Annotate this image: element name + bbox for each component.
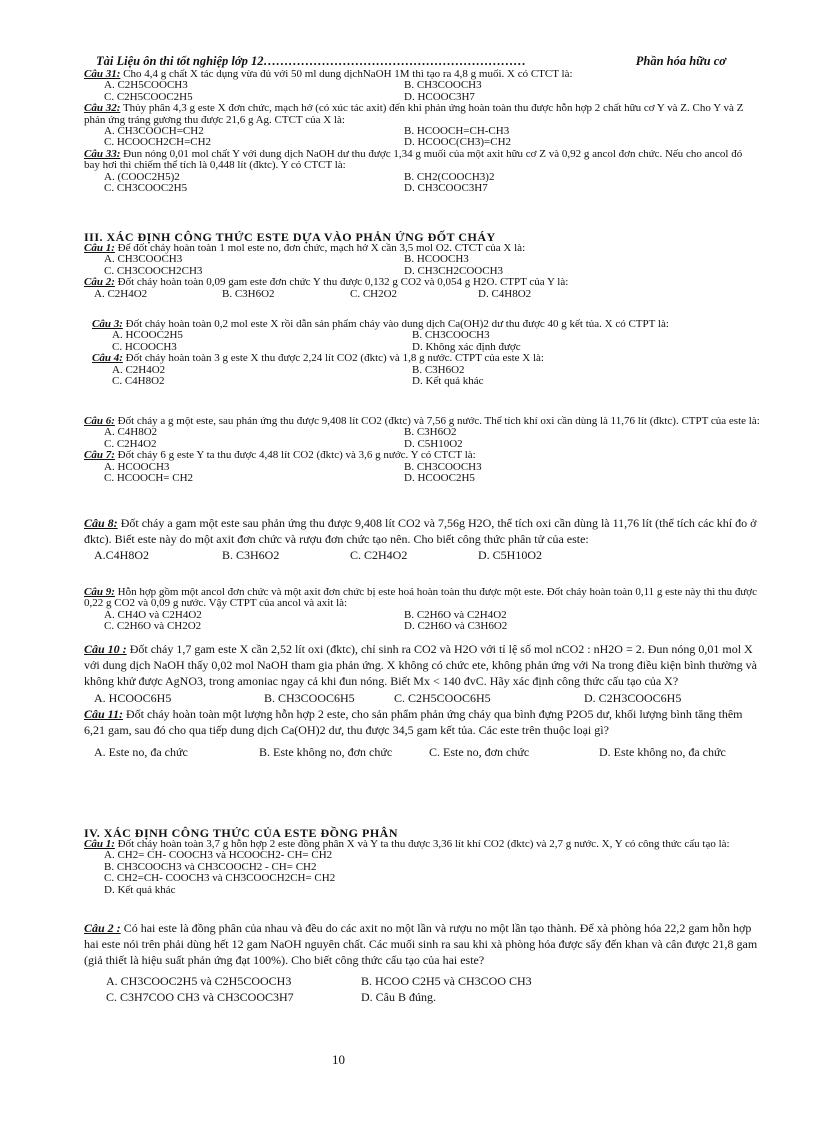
option: B. C3H6O2 bbox=[222, 548, 280, 563]
s3-question-6: Câu 6: Đốt cháy a g một este, sau phản ứng thu được 9,408 lít CO2 (đktc) và 7,56 g nước. Thể tích khí oxi cần dùng là 11,76 lít (đktc). CTPT của este là: bbox=[84, 415, 760, 427]
s3-question-8-options bbox=[94, 547, 760, 563]
option: C. CH2=CH- COOCH3 và CH3COOCH2CH= CH2 bbox=[104, 872, 336, 885]
option: A. (COOC2H5)2 bbox=[104, 170, 180, 183]
s3-question-9: Câu 9: Hỗn hợp gồm một ancol đơn chức và một axit đơn chức bị este hoá hoàn toàn thu được một este. Đốt cháy hoàn toàn 0,11 g este này thì thu được 0,22 g CO2 và 0,09 g nước. Vậy CTPT của ancol và axit là: bbox=[84, 586, 757, 610]
s3-question-8: Câu 8: Đốt cháy a gam một este sau phản ứng thu được 9,408 lít CO2 và 7,56g H2O, thể tích oxi cần dùng là 11,76 lít (thể tích các khí đo ở đktc). Biết este này do một axit đơn chức và rượu đơn chức tạo nên. Cho biết công thức phân tử của este: bbox=[84, 516, 757, 547]
option: C. HCOOCH3 bbox=[112, 340, 177, 353]
option: D. Câu B đúng. bbox=[361, 989, 436, 1004]
option: C. C2H4O2 bbox=[350, 548, 408, 563]
option: B. C3H6O2 bbox=[412, 363, 465, 376]
s3-question-7: Câu 7: Đốt cháy 6 g este Y ta thu được 4,48 lít CO2 (đktc) và 3,6 g nước. Y có CTCT là: bbox=[84, 449, 476, 462]
option: C. C2H6O và CH2O2 bbox=[104, 620, 202, 633]
s3-question-1: Câu 1: Để đốt cháy hoàn toàn 1 mol este no, đơn chức, mạch hở X cần 3,5 mol O2. CTCT của X là: bbox=[84, 242, 526, 254]
option: A. Este no, đa chức bbox=[94, 745, 188, 760]
option: B. CH3COOCH3 bbox=[404, 79, 482, 92]
option: A. HCOOC6H5 bbox=[94, 690, 172, 705]
option: B. HCOO C2H5 và CH3COO CH3 bbox=[361, 973, 532, 988]
s3-question-6-options bbox=[104, 427, 760, 450]
option: D. Kết quả khác bbox=[104, 883, 176, 896]
option: D. C4H8O2 bbox=[478, 287, 532, 300]
option: A. C2H4O2 bbox=[112, 363, 166, 376]
page-header bbox=[96, 54, 726, 69]
question-31-options bbox=[104, 80, 760, 103]
option: A. C2H5COOCH3 bbox=[104, 79, 188, 92]
question-33-options bbox=[104, 172, 760, 195]
option: B. CH3COOCH3 bbox=[412, 329, 490, 342]
option: B. CH3COOC6H5 bbox=[264, 690, 355, 705]
option: D. HCOOC(CH3)=CH2 bbox=[404, 136, 512, 149]
option: C. CH2O2 bbox=[350, 287, 398, 300]
s3-question-7-options bbox=[104, 462, 760, 485]
s4-question-1: Câu 1: Đốt cháy hoàn toàn 3,7 g hỗn hợp 2 este đồng phân X và Y ta thu được 3,36 lít khí CO2 (đktc) và 2,7 g nước. X, Y có công thức cấu tạo là: bbox=[84, 838, 730, 850]
s3-question-11-options bbox=[94, 744, 760, 760]
option: A. HCOOCH3 bbox=[104, 460, 170, 473]
option: B. Este không no, đơn chức bbox=[259, 745, 393, 760]
option: C. C2H5COOC2H5 bbox=[104, 90, 193, 103]
section-4-title: IV. XÁC ĐỊNH CÔNG THỨC CỦA ESTE ĐỒNG PHÂN bbox=[84, 826, 398, 840]
section-3-block-a bbox=[84, 231, 760, 300]
option: D. C5H10O2 bbox=[404, 437, 463, 450]
s3-question-2: Câu 2: Đốt cháy hoàn toàn 0,09 gam este đơn chức Y thu được 0,132 g CO2 và 0,054 g H2O. CTPT của Y là: bbox=[84, 276, 569, 289]
question-32: Câu 32: Thủy phân 4,3 g este X đơn chức, mạch hở (có xúc tác axit) đến khi phản ứng hoàn toàn thu được hỗn hợp 2 chất hữu cơ Y và Z. Cho Y và Z phản ứng tráng gương thu được 21,6 g Ag. CTCT của X là: bbox=[84, 102, 744, 126]
s3-question-1-options bbox=[104, 254, 760, 277]
s3-question-4: Câu 4: Đốt cháy hoàn toàn 3 g este X thu được 2,24 lít CO2 (đktc) và 1,8 g nước. CTPT của este X là: bbox=[92, 352, 544, 365]
header-left: Tài Liệu ôn thi tốt nghiệp lớp 12……………………………………………………… bbox=[96, 54, 526, 68]
option: A. CH3COOCH=CH2 bbox=[104, 125, 204, 138]
option: B. C3H6O2 bbox=[222, 287, 275, 300]
s3-question-10: Câu 10 : Đốt cháy 1,7 gam este X cần 2,52 lít oxi (đktc), chỉ sinh ra CO2 và H2O với tỉ lệ số mol nCO2 : nH2O = 2. Đun nóng 0,01 mol X với dung dịch NaOH thấy 0,02 mol NaOH tham gia phản ứng. X không có chức ete, không phản ứng với Na trong điều kiện bình thường và không khử được AgNO3, trong amoniac ngay cả khi đun nóng. Biết Mx < 140 đvC. Hãy xác định công thức cấu tạo của X? bbox=[84, 642, 757, 689]
s3-question-4-options bbox=[112, 365, 756, 388]
section-3-question-8 bbox=[84, 515, 760, 564]
section-3-block-b bbox=[92, 319, 756, 387]
option: A. CH3COOC2H5 và C2H5COOCH3 bbox=[106, 973, 292, 988]
option: B. C3H6O2 bbox=[404, 426, 457, 439]
option: D. CH3COOC3H7 bbox=[404, 182, 488, 195]
option: B. CH3COOCH3 bbox=[404, 460, 482, 473]
option: B. HCOOCH3 bbox=[404, 253, 469, 266]
section-3-title: III. XÁC ĐỊNH CÔNG THỨC ESTE DỰA VÀO PHẢN ỨNG ĐỐT CHÁY bbox=[84, 230, 496, 244]
option: A.C4H8O2 bbox=[94, 548, 150, 563]
option: C. HCOOCH= CH2 bbox=[104, 472, 194, 485]
option: B. C2H6O và C2H4O2 bbox=[404, 608, 507, 621]
option: D. C2H3COOC6H5 bbox=[584, 690, 682, 705]
option: D. Kết quả khác bbox=[412, 375, 484, 388]
s3-question-2-options bbox=[94, 289, 760, 300]
option: A. CH4O và C2H4O2 bbox=[104, 608, 202, 621]
option: D. HCOOC3H7 bbox=[404, 90, 475, 103]
s3-question-10-options bbox=[94, 690, 760, 706]
option: A. CH3COOCH3 bbox=[104, 253, 183, 266]
s4-question-1-options bbox=[104, 850, 760, 896]
option: C. C2H4O2 bbox=[104, 437, 157, 450]
question-31: Câu 31: Cho 4,4 g chất X tác dụng vừa đủ với 50 ml dung dịchNaOH 1M thì tạo ra 4,8 g muối. X có CTCT là: bbox=[84, 68, 573, 80]
s3-question-3: Câu 3: Đốt cháy hoàn toàn 0,2 mol este X rồi dẫn sản phẩm cháy vào dung dịch Ca(OH)2 dư thu được 40 g kết tủa. X có CTPT là: bbox=[92, 318, 669, 330]
option: D. Este không no, đa chức bbox=[599, 745, 726, 760]
option: D. C2H6O và C3H6O2 bbox=[404, 620, 508, 633]
questions-31-33 bbox=[84, 69, 760, 194]
question-32-options bbox=[104, 126, 760, 149]
option: D. CH3CH2COOCH3 bbox=[404, 264, 504, 277]
section-3-questions-10-11 bbox=[84, 641, 760, 760]
header-right: Phần hóa hữu cơ bbox=[635, 54, 726, 68]
s3-question-9-options bbox=[104, 610, 760, 633]
option: D. C5H10O2 bbox=[478, 548, 543, 563]
s4-question-2-options bbox=[106, 973, 760, 1005]
option: A. CH2= CH- COOCH3 và HCOOCH2- CH= CH2 bbox=[104, 849, 333, 862]
section-3-block-c bbox=[84, 416, 760, 484]
option: A. C2H4O2 bbox=[94, 287, 148, 300]
option: A. HCOOC2H5 bbox=[112, 329, 183, 342]
option: C. C2H5COOC6H5 bbox=[394, 690, 491, 705]
page-number: 10 bbox=[332, 1052, 345, 1067]
option: C. C3H7COO CH3 và CH3COOC3H7 bbox=[106, 989, 294, 1004]
s3-question-11: Câu 11: Đốt cháy hoàn toàn một lượng hỗn hợp 2 este, cho sản phẩm phản ứng cháy qua bình đựng P2O5 dư, khối lượng bình tăng thêm 6,21 gam, sau đó cho qua tiếp dung dịch Ca(OH)2 dư, thu được 34,5 gam kết tủa. Các este trên thuộc loại gì? bbox=[84, 706, 743, 738]
option: C. Este no, đơn chức bbox=[429, 745, 530, 760]
section-4-block-a bbox=[84, 827, 760, 896]
option: B. CH2(COOCH3)2 bbox=[404, 170, 495, 183]
s3-question-3-options bbox=[112, 330, 756, 353]
option: B. HCOOCH=CH-CH3 bbox=[404, 125, 510, 138]
option: D. Không xác định được bbox=[412, 340, 521, 353]
question-33: Câu 33: Đun nóng 0,01 mol chất Y với dung dịch NaOH dư thu được 1,34 g muối của một axit hữu cơ Z và 0,92 g ancol đơn chức. Nếu cho ancol đó bay hơi thì chiếm thể tích là 0,448 lít (đktc). Y có CTCT là: bbox=[84, 147, 743, 172]
option: C. CH3COOC2H5 bbox=[104, 182, 188, 195]
option: B. CH3COOCH3 và CH3COOCH2 - CH= CH2 bbox=[104, 860, 317, 873]
option: D. HCOOC2H5 bbox=[404, 472, 475, 485]
option: C. C4H8O2 bbox=[112, 375, 165, 388]
option: C. HCOOCH2CH=CH2 bbox=[104, 136, 212, 149]
section-3-question-9 bbox=[84, 587, 760, 633]
s4-question-2: Câu 2 : Có hai este là đồng phân của nhau và đều do các axit no một lần và rượu no một lần tạo thành. Để xà phòng hóa 22,2 gam hỗn hợp hai este nói trên phải dùng hết 12 gam NaOH nguyên chất. Các muối sinh ra sau khi xà phòng hóa được sấy đến khan và cân được 21,8 gam (giả thiết là hiệu suất phản ứng đạt 100%). Cho biết công thức cấu tạo của hai este? bbox=[84, 921, 758, 968]
section-4-block-b bbox=[84, 920, 760, 1005]
option: C. CH3COOCH2CH3 bbox=[104, 264, 203, 277]
option: A. C4H8O2 bbox=[104, 426, 158, 439]
